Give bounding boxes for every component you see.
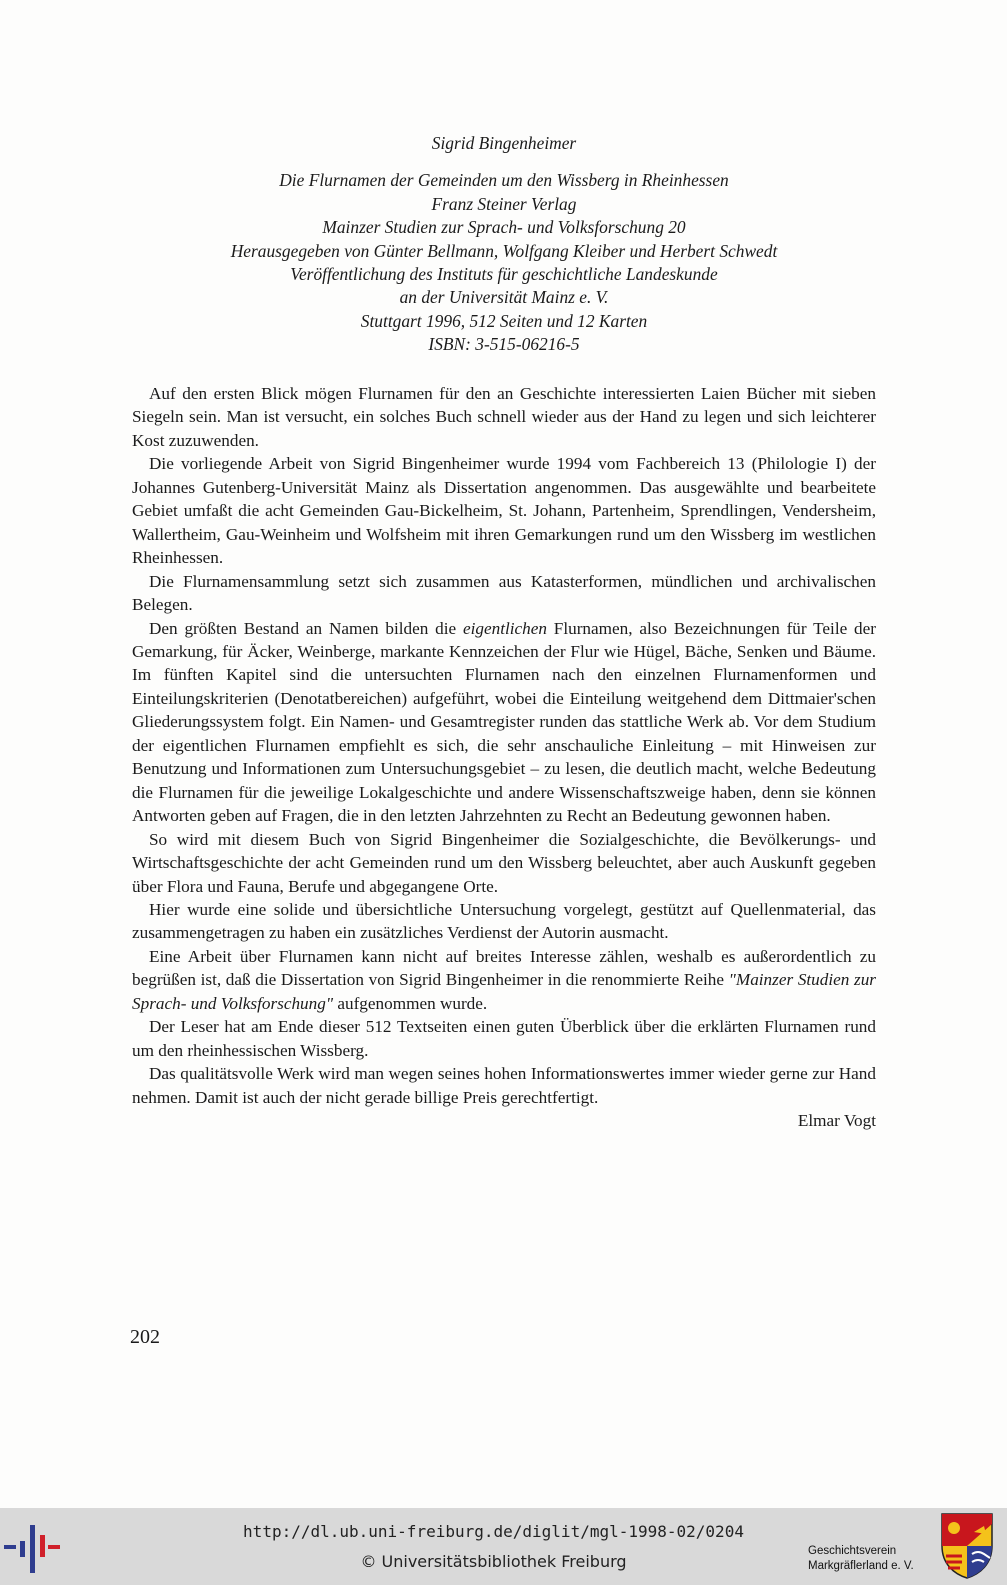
footer-bar (0, 1508, 1007, 1585)
university: an der Universität Mainz e. V. (399, 287, 609, 308)
publisher: Franz Steiner Verlag (431, 193, 577, 214)
book-author: Sigrid Bingenheimer (431, 133, 577, 153)
isbn: ISBN: 3-515-06216-5 (428, 334, 580, 355)
reviewer-signature: Elmar Vogt (797, 1111, 876, 1131)
publication-info: Stuttgart 1996, 512 Seiten und 12 Karten (360, 310, 648, 331)
society-line: Markgräflerland e. V. (808, 1560, 914, 1572)
paragraph: Hier wurde eine solide und übersichtliche Untersuchung vorgelegt, gestützt auf Quellenmaterial, das zusammengetragen zu haben ein zusätzliches Verdienst der Autorin ausmacht. (132, 899, 876, 943)
page-number: 202 (130, 1326, 160, 1348)
review-body (132, 382, 876, 1133)
paragraph-text: Den größten Bestand an Namen bilden die (149, 618, 463, 638)
editors: Herausgegeben von Günter Bellmann, Wolfgang Kleiber und Herbert Schwedt (230, 240, 778, 261)
coat-of-arms-icon (940, 1512, 994, 1580)
paragraph-text: aufgenommen wurde. (333, 993, 488, 1013)
copyright-notice: © Universitätsbibliothek Freiburg (360, 1552, 627, 1571)
paragraph: Die vorliegende Arbeit von Sigrid Bingenheimer wurde 1994 vom Fachbereich 13 (Philologie I) der Johannes Gutenberg-Universität Mainz als Dissertation angenommen. Das ausgewählte und bearbeitete Gebiet umfaßt die acht Gemeinden Gau-Bickelheim, St. Johann, Partenheim, Sprendlingen, Vendersheim, Wallertheim, Gau-Weinheim und Wolfsheim mit ihren Gemarkungen rund um den Wissberg im westlichen Rheinhessen. (132, 454, 876, 568)
paragraph: Auf den ersten Blick mögen Flurnamen für den an Geschichte interessierten Laien Bücher mit sieben Siegeln sein. Man ist versucht, ein solches Buch schnell wieder aus der Hand zu legen und sich leichterer Kost zuzuwenden. (132, 384, 876, 450)
book-title: Die Flurnamen der Gemeinden um den Wissberg in Rheinhessen (279, 170, 729, 191)
series-title-emphasis: "Mainzer Studien zur Sprach- und Volksforschung" (132, 970, 876, 1013)
emphasis-text: eigentlichen (462, 618, 547, 638)
source-url-link[interactable]: http://dl.ub.uni-freiburg.de/diglit/mgl-1998-02/0204 (243, 1522, 744, 1541)
paragraph-text: Flurnamen, also Bezeichnungen für Teile der Gemarkung, für Äcker, Weinberge, markante Kennzeichen der Flur wie Hügel, Bäche, Senken und Bäume. Im fünften Kapitel sind die untersuchten Flurnamen nach den einzelnen Flurnamenformen und Einteilungskriterien (Denotatbereichen) aufgeführt, wobei die Einteilung weitgehend dem Dittmaier'schen Gliederungssystem folgt. Ein Namen- und Gesamtregister runden das stattliche Werk ab. Vor dem Studium der eigentlichen Flurnamen empfiehlt es sich, die sehr anschauliche Einleitung – mit Hinweisen zur Benutzung und Informationen zum Untersuchungsgebiet – zu lesen, die deutlich macht, welche Bedeutung die Flurnamen für die jeweilige Lokalgeschichte und andere Wissenschaftszweige haben, denn sie können Antworten geben auf Fragen, die in den letzten Jahrzehnten zu Recht an Bedeutung gewonnen haben. (132, 618, 876, 826)
bibliographic-header (132, 132, 876, 357)
paragraph-text: Eine Arbeit über Flurnamen kann nicht auf breites Interesse zählen, weshalb es außerordentlich zu begrüßen ist, daß die Dissertation von Sigrid Bingenheimer in die renommierte Reihe (132, 946, 876, 990)
society-name (808, 1544, 914, 1574)
society-line: Geschichtsverein (808, 1545, 897, 1557)
paragraph: Der Leser hat am Ende dieser 512 Textseiten einen guten Überblick über die erklärten Flurnamen rund um den rheinhessischen Wissberg. (132, 1017, 876, 1060)
paragraph (132, 945, 876, 1015)
paragraph: Die Flurnamensammlung setzt sich zusammen aus Katasterformen, mündlichen und archivalischen Belegen. (132, 571, 876, 615)
paragraph: So wird mit diesem Buch von Sigrid Bingenheimer die Sozialgeschichte, die Bevölkerungs- und Wirtschaftsgeschichte der acht Gemeinden rund um den Wissberg beleuchtet, aber auch Auskunft gegeben über Flora und Fauna, Berufe und abgegangene Orte. (132, 829, 876, 896)
paragraph: Das qualitätsvolle Werk wird man wegen seines hohen Informationswertes immer wieder gerne zur Hand nehmen. Damit ist auch der nicht gerade billige Preis gerechtfertigt. (132, 1064, 876, 1107)
paragraph (132, 617, 876, 828)
series: Mainzer Studien zur Sprach- und Volksforschung 20 (322, 217, 686, 238)
institute: Veröffentlichung des Instituts für geschichtliche Landeskunde (290, 264, 718, 285)
